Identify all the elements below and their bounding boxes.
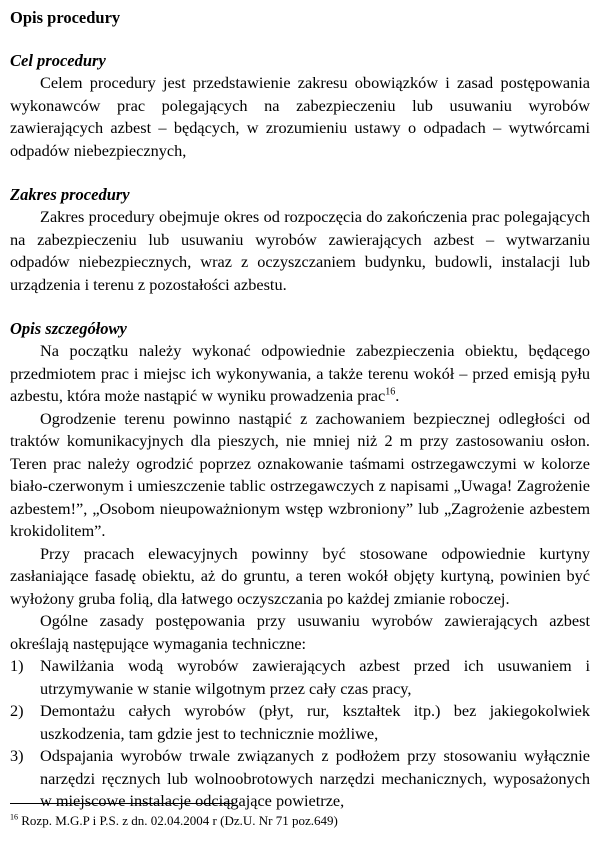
page-title: Opis procedury xyxy=(10,8,121,27)
footnote-number: 16 xyxy=(10,812,18,822)
paragraph-opis-4: Ogólne zasady postępowania przy usuwaniu wyrobów zawierających azbest określają następujące wymagania techniczne: xyxy=(10,611,590,653)
list-item-number: 1) xyxy=(10,656,24,675)
list-item xyxy=(10,655,590,700)
list-item-text: Demontażu całych wyrobów (płyt, rur, kształtek itp.) bez jakiegokolwiek uszkodzenia, tam gdzie jest to technicznie możliwe, xyxy=(40,701,590,743)
footnote xyxy=(10,813,338,829)
requirements-list xyxy=(10,655,590,813)
section-opis xyxy=(10,318,590,813)
list-item-text: Odspajania wyrobów trwale związanych z podłożem przy stosowaniu wyłącznie narzędzi ręcznych lub wolnoobrotowych narzędzi mechanicznych, wyposażonych w miejscowe instalacje odciągające powietrze, xyxy=(40,746,590,810)
paragraph-opis-1-end: . xyxy=(395,386,400,405)
section-cel xyxy=(10,50,590,162)
paragraph-opis-1 xyxy=(10,340,590,408)
section-heading-opis: Opis szczegółowy xyxy=(10,319,127,338)
list-item xyxy=(10,700,590,745)
section-zakres xyxy=(10,184,590,296)
paragraph-zakres: Zakres procedury obejmuje okres od rozpoczęcia do zakończenia prac polegających na zabezpieczeniu lub usuwaniu wyrobów zawierających azbest – wytwarzaniu odpadów niebezpiecznych, wraz z oczyszczaniem budynku, budowli, instalacji lub urządzenia i terenu z pozostałości azbestu. xyxy=(10,207,590,294)
footnote-divider xyxy=(10,803,234,804)
footnote-ref: 16 xyxy=(385,386,396,398)
paragraph-cel: Celem procedury jest przedstawienie zakresu obowiązków i zasad postępowania wykonawców prac polegających na zabezpieczeniu lub usuwaniu wyrobów zawierających azbest – będących, w zrozumieniu ustawy o odpadach – wytwórcami odpadów niebezpiecznych, xyxy=(10,73,590,160)
paragraph-opis-3: Przy pracach elewacyjnych powinny być stosowane odpowiednie kurtyny zasłaniające fasadę obiektu, aż do gruntu, a teren wokół objęty kurtyną, powinien być wyłożony gruba folią, dla łatwego oczyszczania po każdej zmianie roboczej. xyxy=(10,543,590,608)
list-item-number: 2) xyxy=(10,701,24,720)
list-item-number: 3) xyxy=(10,746,24,765)
list-item-text: Nawilżania wodą wyrobów zawierających azbest przed ich usuwaniem i utrzymywanie w stanie wilgotnym przez cały czas pracy, xyxy=(40,656,590,698)
paragraph-opis-1-text: Na początku należy wykonać odpowiednie zabezpieczenia obiektu, będącego przedmiotem prac i miejsc ich wykonywania, a także terenu wokół – przed emisją pyłu azbestu, która może nastąpić w wyniku prowadzenia prac xyxy=(10,341,590,405)
section-heading-cel: Cel procedury xyxy=(10,51,106,70)
paragraph-opis-2: Ogrodzenie terenu powinno nastąpić z zachowaniem bezpiecznej odległości od traktów komunikacyjnych dla pieszych, nie mniej niż 2 m przy zastosowaniu osłon. Teren prac należy ogrodzić poprzez oznakowanie taśmami ostrzegawczymi w kolorze biało-czerwonym i umieszczenie tablic ostrzegawczych z napisami „Uwaga! Zagrożenie azbestem!”, „Osobom nieupoważnionym wstęp wzbroniony” lub „Zagrożenie azbestem krokidolitem”. xyxy=(10,408,590,540)
section-heading-zakres: Zakres procedury xyxy=(10,185,130,204)
document-page xyxy=(10,8,590,813)
footnote-text: Rozp. M.G.P i P.S. z dn. 02.04.2004 r (Dz.U. Nr 71 poz.649) xyxy=(18,813,338,828)
